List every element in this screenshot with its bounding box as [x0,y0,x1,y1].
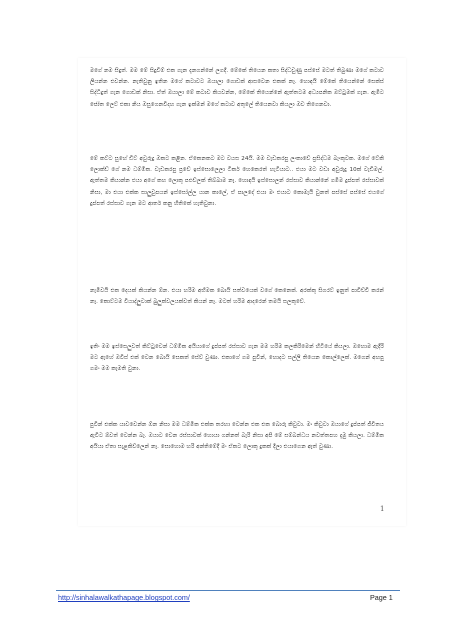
footer-page-number: Page 1 [370,593,393,602]
body-paragraph-5: පුවින් එක්ක යාවවෙන්න ඕන නිසා මම ධම්මික එක්ක තරහා වෙන්න එක එක බොරු කිවුවා. මං කිවුවා ඔයාගේ දුප්පත් ජීවිතය ඇවිට ඕවත් වෙන්න බෑ. ඔයාට වෙන රස්සාවක් හොයා ගන්නත් බැරි නිසා අපි මේ සම්බන්ධය නවත්තපහ දැමු කියලා. ධම්මික අයියා ඒතා සැළකිව්ලෙන් නෑ. සොහොම හරි අන්තිමේදී මං ඒකට ලොකු දුකක් දීලා එයාගෙන ඈත් වුණා. [90,422,384,451]
footer-divider [56,590,400,591]
body-paragraph-1: මගේ නම සිදුත්. මම මේ සිදුවීම් එක ගැන දැනගන්නේ ලගදී. මේකේ තියෙන කතා සිද්ධවුණු පස්සේ මටත් තිබුණා මගේ කටාව ලියන්න එවන්න. නැතිවුනු ඉතින මගේ කටාවට ඔයාලා ගොඩක් ආසවෙන එකක් නෑ. හොඳයි මේකේ තියෙන්නේ සෙක්ස් සිද්ධිදුත් ගැන ගොඩක් නිසා. ඒත් ඔයාලා මේ කටාව කියවන්න, මේකේ තියෙන්නේ ඇත්තටම අධ්‍යපනික ඔට්ටුමක් ගැන. ඇමිට ජෝත ලෙට් එකා නිය ඔසුගෙනවිදහ ගැන ඉක්මන් මගේ කටාව අතුලේ තියෙනවා කියලා ඔව තිගෙනවා. [90,68,384,108]
footer-blog-link[interactable]: http://sinhalawalkathapage.blogspot.com/ [58,593,190,602]
scan-page-number: 1 [380,505,385,513]
body-paragraph-4: ඉතිං මම ඉස්සෙලුවත් කිට්ටුවෙන් ධම්මික අයියාගේ දුප්පත් රස්සාව ගැන මම හරිම කලකිරිමෙන් හිටියේ කියලා. ඔහොම ඇදිරි මට ඇහේ ඔවිස් එක් වෙන බොයි සෙකත් සේව් වුණා. එකාගේ ගම පුවින්, හොදට සල්ලි තියෙන කොල්ලෙක්. මගෙන් අහපු ගමං මම කැමති වුනා. [90,344,384,373]
body-paragraph-2: මේ කට්ට සුහේ ඩිට් අවුරුදු ඔකට කළින. ඒකෙනකට මට වයස 24යි. මම වැඩකරපු ලංකාවේ ප්‍රසිද්ධම බැංකුවක. මගේ ටේකි ලොක්ඩ් ගේ නම ධම්මික. වැඩකරපු ප්‍රවේ ඉස්සොලෙලා ටිකර් හෙකෙරත් හැටියාට.. එයා මට වඩා අවුරුදු 10ක් වැඩිමල්. ඇත්තම කියාන්න එයා අගේ කහ ලොකු පළුව්ලක් තිබ්බාම නෑ. හොඳයි ඉස්සොලන් රස්සාව කියාන්නේ ගමිම දුප්පත් රස්සාවක් නිසා, මා එයා එක්ක සාලුවුපයන් ඉස්සෝල්ල යාන කාලේ, ඒ පාලදේ එයා මං එයාට කොමැයි වුනත් පස්සේ පස්සේ එයගේ දුප්පත් රස්සාව ගැන මට ආර්ත කනු හිතිකේ හැතිවුනා. [90,156,384,207]
body-paragraph-3: නැමිවයි එක දෙයක් කියන්න ඕන. එයා හරිම අභිමක බොයි සත්වයෙක් වගේ කෙනෙක්. අරක්කු සිගරට් ඉනුත් පාවිච්චි කරන් නෑ. කොට්ටම වියාද්ලුවාක් බුලුක්වලයක්වත් කියන් නෑ. මටත් හරිම ආදරෙන් තමයි සලකුවේ. [90,288,384,306]
